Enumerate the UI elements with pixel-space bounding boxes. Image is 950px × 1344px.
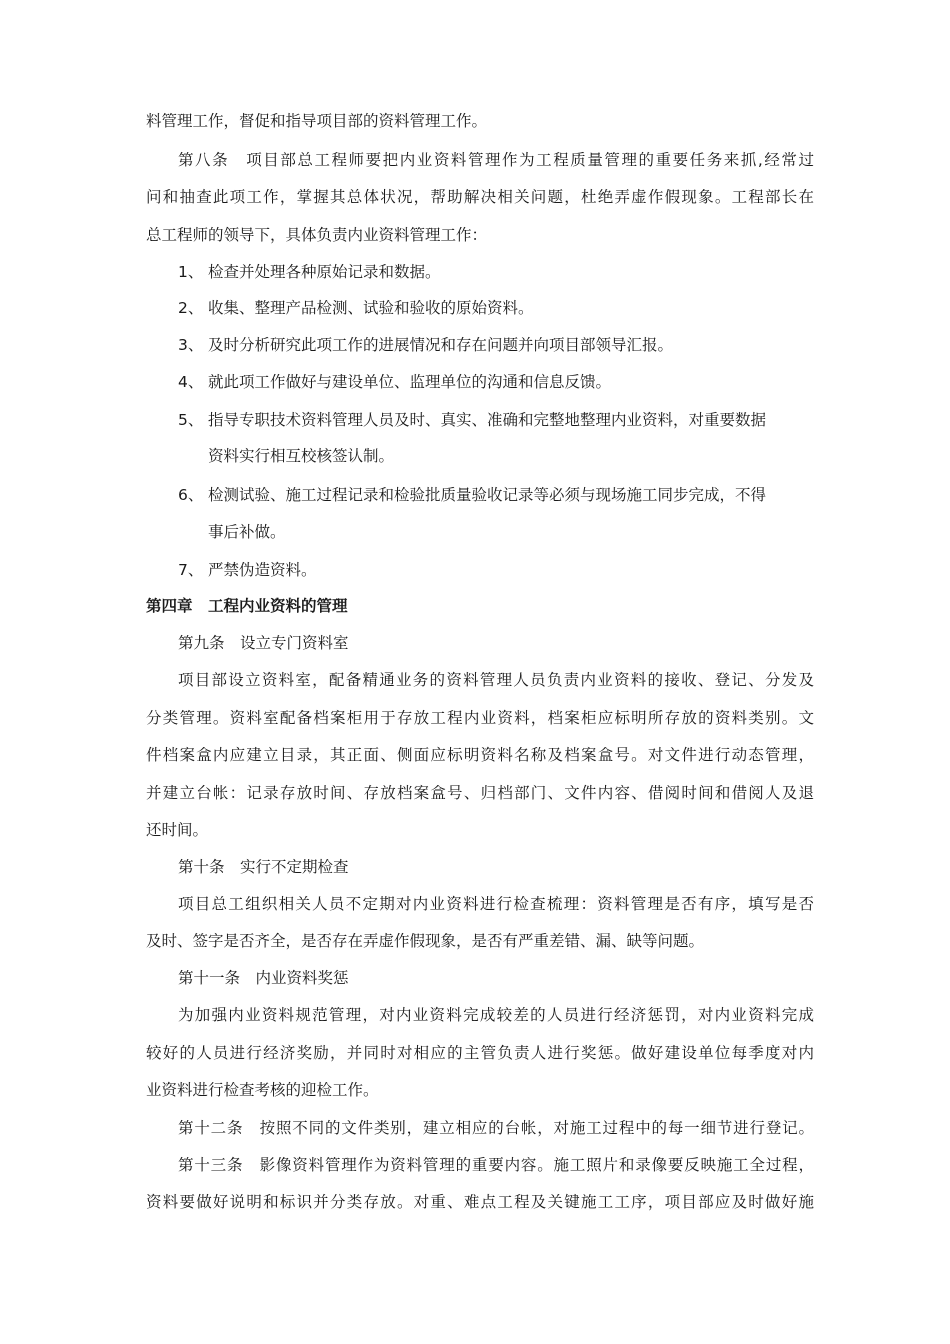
- article-9-line: 并建立台帐：记录存放时间、存放档案盒号、归档部门、文件内容、借阅时间和借阅人及退: [146, 784, 814, 802]
- list-item-text: 就此项工作做好与建设单位、监理单位的沟通和信息反馈。: [208, 373, 612, 391]
- list-item-text: 检测试验、施工过程记录和检验批质量验收记录等必须与现场施工同步完成，不得: [208, 486, 767, 504]
- chapter-heading: 第四章 工程内业资料的管理: [146, 597, 348, 615]
- article-13-line: 第十三条 影像资料管理作为资料管理的重要内容。施工照片和录像要反映施工全过程，: [178, 1156, 814, 1174]
- list-item-number: 4、: [178, 373, 204, 391]
- article-13-line: 资料要做好说明和标识并分类存放。对重、难点工程及关键施工工序，项目部应及时做好施: [146, 1193, 814, 1211]
- list-item-number: 2、: [178, 299, 204, 317]
- list-item-text: 严禁伪造资料。: [208, 561, 317, 579]
- list-item-text: 及时分析研究此项工作的进展情况和存在问题并向项目部领导汇报。: [208, 336, 674, 354]
- article-9-line: 还时间。: [146, 821, 209, 839]
- list-item-continuation: 资料实行相互校核签认制。: [208, 447, 395, 465]
- list-item-text: 指导专职技术资料管理人员及时、真实、准确和完整地整理内业资料，对重要数据: [208, 411, 767, 429]
- list-item-number: 7、: [178, 561, 204, 579]
- list-item: [178, 560, 317, 580]
- list-item: [178, 335, 673, 355]
- list-item-text: 收集、整理产品检测、试验和验收的原始资料。: [208, 299, 534, 317]
- list-item: [178, 410, 766, 430]
- list-item-continuation: 事后补做。: [208, 523, 286, 541]
- article-9-line: 件档案盒内应建立目录，其正面、侧面应标明资料名称及档案盒号。对文件进行动态管理，: [146, 746, 814, 764]
- article-9-line: 分类管理。资料室配备档案柜用于存放工程内业资料，档案柜应标明所存放的资料类别。文: [146, 709, 814, 727]
- list-item-number: 3、: [178, 336, 204, 354]
- article-10-line: 项目总工组织相关人员不定期对内业资料进行检查梳理：资料管理是否有序，填写是否: [178, 895, 814, 913]
- article-10-title: 第十条 实行不定期检查: [178, 858, 349, 876]
- article-9-title: 第九条 设立专门资料室: [178, 634, 349, 652]
- article-9-line: 项目部设立资料室，配备精通业务的资料管理人员负责内业资料的接收、登记、分发及: [178, 671, 814, 689]
- list-item-number: 6、: [178, 486, 204, 504]
- article-8-line: 总工程师的领导下，具体负责内业资料管理工作：: [146, 226, 488, 244]
- list-item-number: 1、: [178, 263, 204, 281]
- list-item-text: 检查并处理各种原始记录和数据。: [208, 263, 441, 281]
- article-10-line: 及时、签字是否齐全，是否存在弄虚作假现象，是否有严重差错、漏、缺等问题。: [146, 932, 705, 950]
- list-item: [178, 372, 611, 392]
- article-12-line: 第十二条 按照不同的文件类别，建立相应的台帐，对施工过程中的每一细节进行登记。: [178, 1119, 814, 1137]
- list-item: [178, 262, 441, 282]
- list-item: [178, 298, 534, 318]
- article-11-line: 业资料进行检查考核的迎检工作。: [146, 1081, 379, 1099]
- article-11-line: 为加强内业资料规范管理，对内业资料完成较差的人员进行经济惩罚，对内业资料完成: [178, 1006, 814, 1024]
- list-item: [178, 485, 766, 505]
- article-8-line: 问和抽查此项工作，掌握其总体状况，帮助解决相关问题，杜绝弄虚作假现象。工程部长在: [146, 188, 814, 206]
- article-8-line: 第八条 项目部总工程师要把内业资料管理作为工程质量管理的重要任务来抓,经常过: [178, 151, 814, 169]
- article-11-line: 较好的人员进行经济奖励，并同时对相应的主管负责人进行奖惩。做好建设单位每季度对内: [146, 1044, 814, 1062]
- list-item-number: 5、: [178, 411, 204, 429]
- paragraph-line: 料管理工作，督促和指导项目部的资料管理工作。: [146, 112, 488, 130]
- article-11-title: 第十一条 内业资料奖惩: [178, 969, 349, 987]
